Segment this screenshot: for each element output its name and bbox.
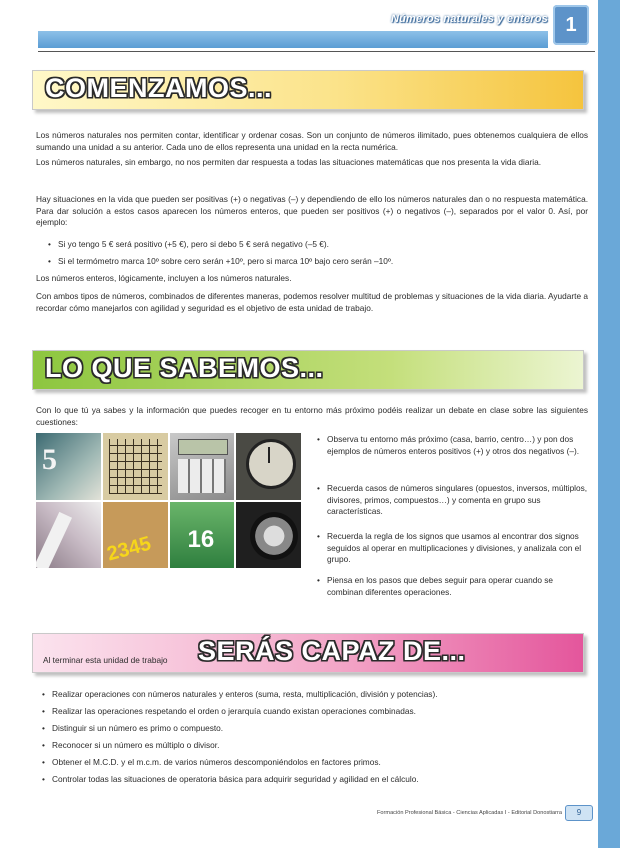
photo-jersey-label: 16 bbox=[187, 525, 215, 553]
footer-credit: Formación Profesional Básica - Ciencias Aplicadas I - Editorial Donostiarra bbox=[377, 810, 562, 816]
photo-calculator bbox=[170, 433, 235, 500]
photo-counter-label: 2345 bbox=[104, 532, 154, 565]
sabemos-bullet-2: • Recuerda casos de números singulares (opuestos, inversos, múltiplos, divisores, primos, compuestos…) y comenta en grupo sus características. bbox=[327, 483, 588, 518]
photo-counter bbox=[103, 502, 168, 569]
comenzamos-paragraph-4: Los números enteros, lógicamente, incluyen a los números naturales. bbox=[36, 273, 292, 283]
photo-ruler bbox=[36, 502, 101, 569]
numbers-photo-mosaic bbox=[36, 433, 301, 568]
comenzamos-bullet-2: • Si el termómetro marca 10º sobre cero serán +10º, pero si marca 10º bajo cero serán –10º. bbox=[58, 256, 586, 268]
capaz-heading: SERÁS CAPAZ DE... bbox=[198, 636, 466, 666]
capaz-bullet-2: • Realizar las operaciones respetando el orden o jerarquía cuando existan operaciones combinadas. bbox=[52, 706, 586, 718]
photo-five-label: 5 bbox=[42, 443, 57, 476]
comenzamos-paragraph-2: Los números naturales, sin embargo, no nos permiten dar respuesta a todas las situaciones matemáticas que nos presenta la vida diaria. bbox=[36, 157, 542, 167]
capaz-prefix: Al terminar esta unidad de trabajo bbox=[43, 655, 168, 665]
comenzamos-banner bbox=[32, 70, 584, 110]
photo-street-number bbox=[36, 433, 101, 500]
photo-football-player bbox=[170, 502, 235, 569]
comenzamos-paragraph-1: Los números naturales nos permiten contar, identificar y ordenar cosas. Son un conjunto de números ilimitado, pues obtenemos cualquiera de ellos sumando una unidad a su anterior. Cada uno de ellos representa una unidad en la recta numérica. bbox=[36, 130, 588, 152]
comenzamos-paragraph-5: Con ambos tipos de números, combinados de diferentes maneras, podemos resolver multitud de problemas y situaciones de la vida diaria. Ayudarte a recordar cómo manejarlos con agilidad y seguridad es el objetivo de esta unidad de trabajo. bbox=[36, 291, 588, 313]
sabemos-bullet-3: • Recuerda la regla de los signos que usamos al encontrar dos signos seguidos al operar en multiplicaciones y divisiones, y analizala con el grupo. bbox=[327, 531, 588, 566]
chapter-number-badge: 1 bbox=[553, 5, 589, 45]
sabemos-heading: LO QUE SABEMOS... bbox=[45, 353, 324, 383]
capaz-bullet-4: • Reconocer si un número es múltiplo o divisor. bbox=[52, 740, 586, 752]
capaz-bullet-3: • Distinguir si un número es primo o compuesto. bbox=[52, 723, 586, 735]
photo-sudoku bbox=[103, 433, 168, 500]
sabemos-banner bbox=[32, 350, 584, 390]
capaz-bullet-5: • Obtener el M.C.D. y el m.c.m. de varios números descomponiéndolos en factores primos. bbox=[52, 757, 586, 769]
capaz-bullet-1: • Realizar operaciones con números naturales y enteros (suma, resta, multiplicación, división y potencias). bbox=[52, 689, 586, 701]
running-header-title: Números naturales y enteros bbox=[390, 13, 548, 25]
comenzamos-bullet-1: • Si yo tengo 5 € será positivo (+5 €), pero si debo 5 € será negativo (–5 €). bbox=[58, 239, 586, 251]
sabemos-bullet-1: • Observa tu entorno más próximo (casa, barrio, centro…) y pon dos ejemplos de números enteros positivos (+) y otros dos negativos (–). bbox=[327, 434, 588, 457]
comenzamos-paragraph-3: Hay situaciones en la vida que pueden ser positivas (+) o negativas (–) y dependiendo de ello los números naturales dan o no respuesta matemática. Para dar solución a estos casos aparecen los números enteros, que pueden ser positivos (+) o negativos (–), separados por el valor 0. Así, por ejemplo: bbox=[36, 194, 588, 227]
capaz-banner bbox=[32, 633, 584, 673]
header-rule bbox=[38, 51, 595, 52]
photo-clock bbox=[236, 433, 301, 500]
capaz-bullet-6: • Controlar todas las situaciones de operatoria básica para adquirir seguridad y agilidad en el cálculo. bbox=[52, 774, 586, 786]
header-strip bbox=[38, 31, 548, 48]
comenzamos-heading: COMENZAMOS... bbox=[45, 73, 272, 103]
page-number: 9 bbox=[565, 805, 593, 821]
sabemos-bullet-4: • Piensa en los pasos que debes seguir para operar cuando se combinan diferentes operaciones. bbox=[327, 575, 588, 598]
photo-car-wheel bbox=[236, 502, 301, 569]
sabemos-intro: Con lo que tú ya sabes y la información que puedes recoger en tu entorno más próximo podéis realizar un debate en clase sobre las siguientes cuestiones: bbox=[36, 405, 588, 427]
page-edge-bar bbox=[598, 0, 620, 848]
